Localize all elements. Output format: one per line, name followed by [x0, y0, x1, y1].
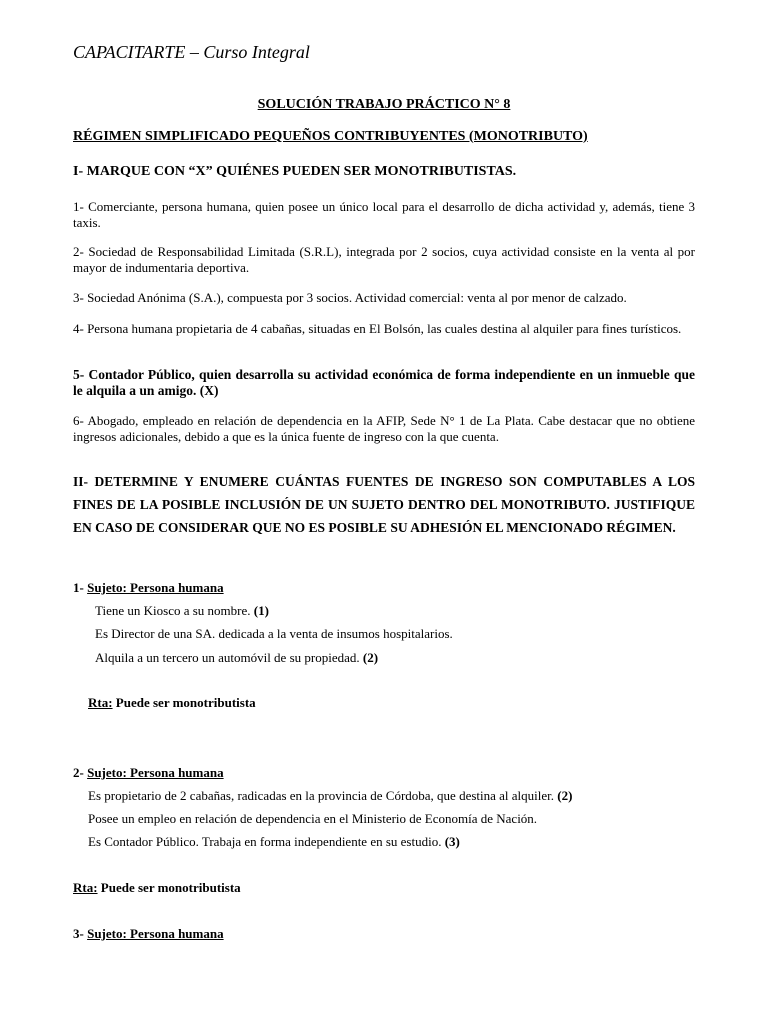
case-1-answer	[88, 695, 256, 711]
case-1-subject	[73, 580, 224, 596]
income-count: (3)	[444, 834, 460, 849]
case-2-income-line	[88, 834, 460, 850]
income-text: Es propietario de 2 cabañas, radicadas en la provincia de Córdoba, que destina al alquiler.	[88, 788, 558, 803]
document-header: CAPACITARTE – Curso Integral	[73, 42, 310, 62]
income-text: Tiene un Kiosco a su nombre.	[95, 603, 254, 618]
subject-label: Sujeto: Persona humana	[87, 765, 224, 780]
document-title: SOLUCIÓN TRABAJO PRÁCTICO N° 8	[257, 97, 511, 112]
income-text: Es Director de una SA. dedicada a la venta de insumos hospitalarios.	[95, 626, 453, 641]
answer-text: Puede ser monotributista	[112, 695, 256, 710]
question-item-6: 6- Abogado, empleado en relación de dependencia en la AFIP, Sede N° 1 de La Plata. Cabe destacar que no obtiene ingresos adicionales, debido a que es la única fuente de ingreso con la que cuenta.	[73, 413, 695, 444]
case-number: 2-	[73, 765, 88, 780]
case-number: 3-	[73, 926, 88, 941]
document-subtitle: RÉGIMEN SIMPLIFICADO PEQUEÑOS CONTRIBUYENTES (MONOTRIBUTO)	[73, 129, 588, 144]
case-2-answer	[73, 880, 241, 896]
income-text: Posee un empleo en relación de dependencia en el Ministerio de Economía de Nación.	[88, 811, 538, 826]
income-count: (1)	[253, 603, 269, 618]
answer-label: Rta:	[73, 880, 98, 895]
income-text: Es Contador Público. Trabaja en forma independiente en su estudio.	[88, 834, 445, 849]
case-1-income-line	[95, 650, 378, 666]
question-item-2: 2- Sociedad de Responsabilidad Limitada (S.R.L), integrada por 2 socios, cuya actividad consiste en la venta al por mayor de indumentaria deportiva.	[73, 244, 695, 275]
section-1-heading: I- MARQUE CON “X” QUIÉNES PUEDEN SER MONOTRIBUTISTAS.	[73, 164, 517, 179]
case-2-income-line	[88, 788, 572, 804]
answer-label: Rta:	[88, 695, 113, 710]
income-text: Alquila a un tercero un automóvil de su propiedad.	[95, 650, 363, 665]
case-1-income-line	[95, 626, 453, 642]
answer-text: Puede ser monotributista	[97, 880, 241, 895]
subject-label: Sujeto: Persona humana	[87, 926, 224, 941]
case-3-subject	[73, 926, 224, 942]
question-item-3: 3- Sociedad Anónima (S.A.), compuesta por 3 socios. Actividad comercial: venta al por menor de calzado.	[73, 290, 627, 305]
question-item-4: 4- Persona humana propietaria de 4 cabañas, situadas en El Bolsón, las cuales destina al alquiler para fines turísticos.	[73, 321, 682, 336]
subject-label: Sujeto: Persona humana	[87, 580, 224, 595]
section-2-heading: II- DETERMINE Y ENUMERE CUÁNTAS FUENTES DE INGRESO SON COMPUTABLES A LOS FINES DE LA POSIBLE INCLUSIÓN DE UN SUJETO DENTRO DEL MONOTRIBUTO. JUSTIFIQUE EN CASO DE CONSIDERAR QUE NO ES POSIBLE SU ADHESIÓN EL MENCIONADO RÉGIMEN.	[73, 474, 695, 535]
case-2-income-line	[88, 811, 537, 827]
income-count: (2)	[362, 650, 379, 665]
case-1-income-line	[95, 603, 269, 619]
question-item-5-selected: 5- Contador Público, quien desarrolla su actividad económica de forma independiente en un inmueble que le alquila a un amigo. (X)	[73, 367, 695, 398]
case-number: 1-	[73, 580, 88, 595]
income-count: (2)	[557, 788, 573, 803]
case-2-subject	[73, 765, 224, 781]
question-item-1: 1- Comerciante, persona humana, quien posee un único local para el desarrollo de dicha actividad y, además, tiene 3 taxis.	[73, 199, 695, 230]
